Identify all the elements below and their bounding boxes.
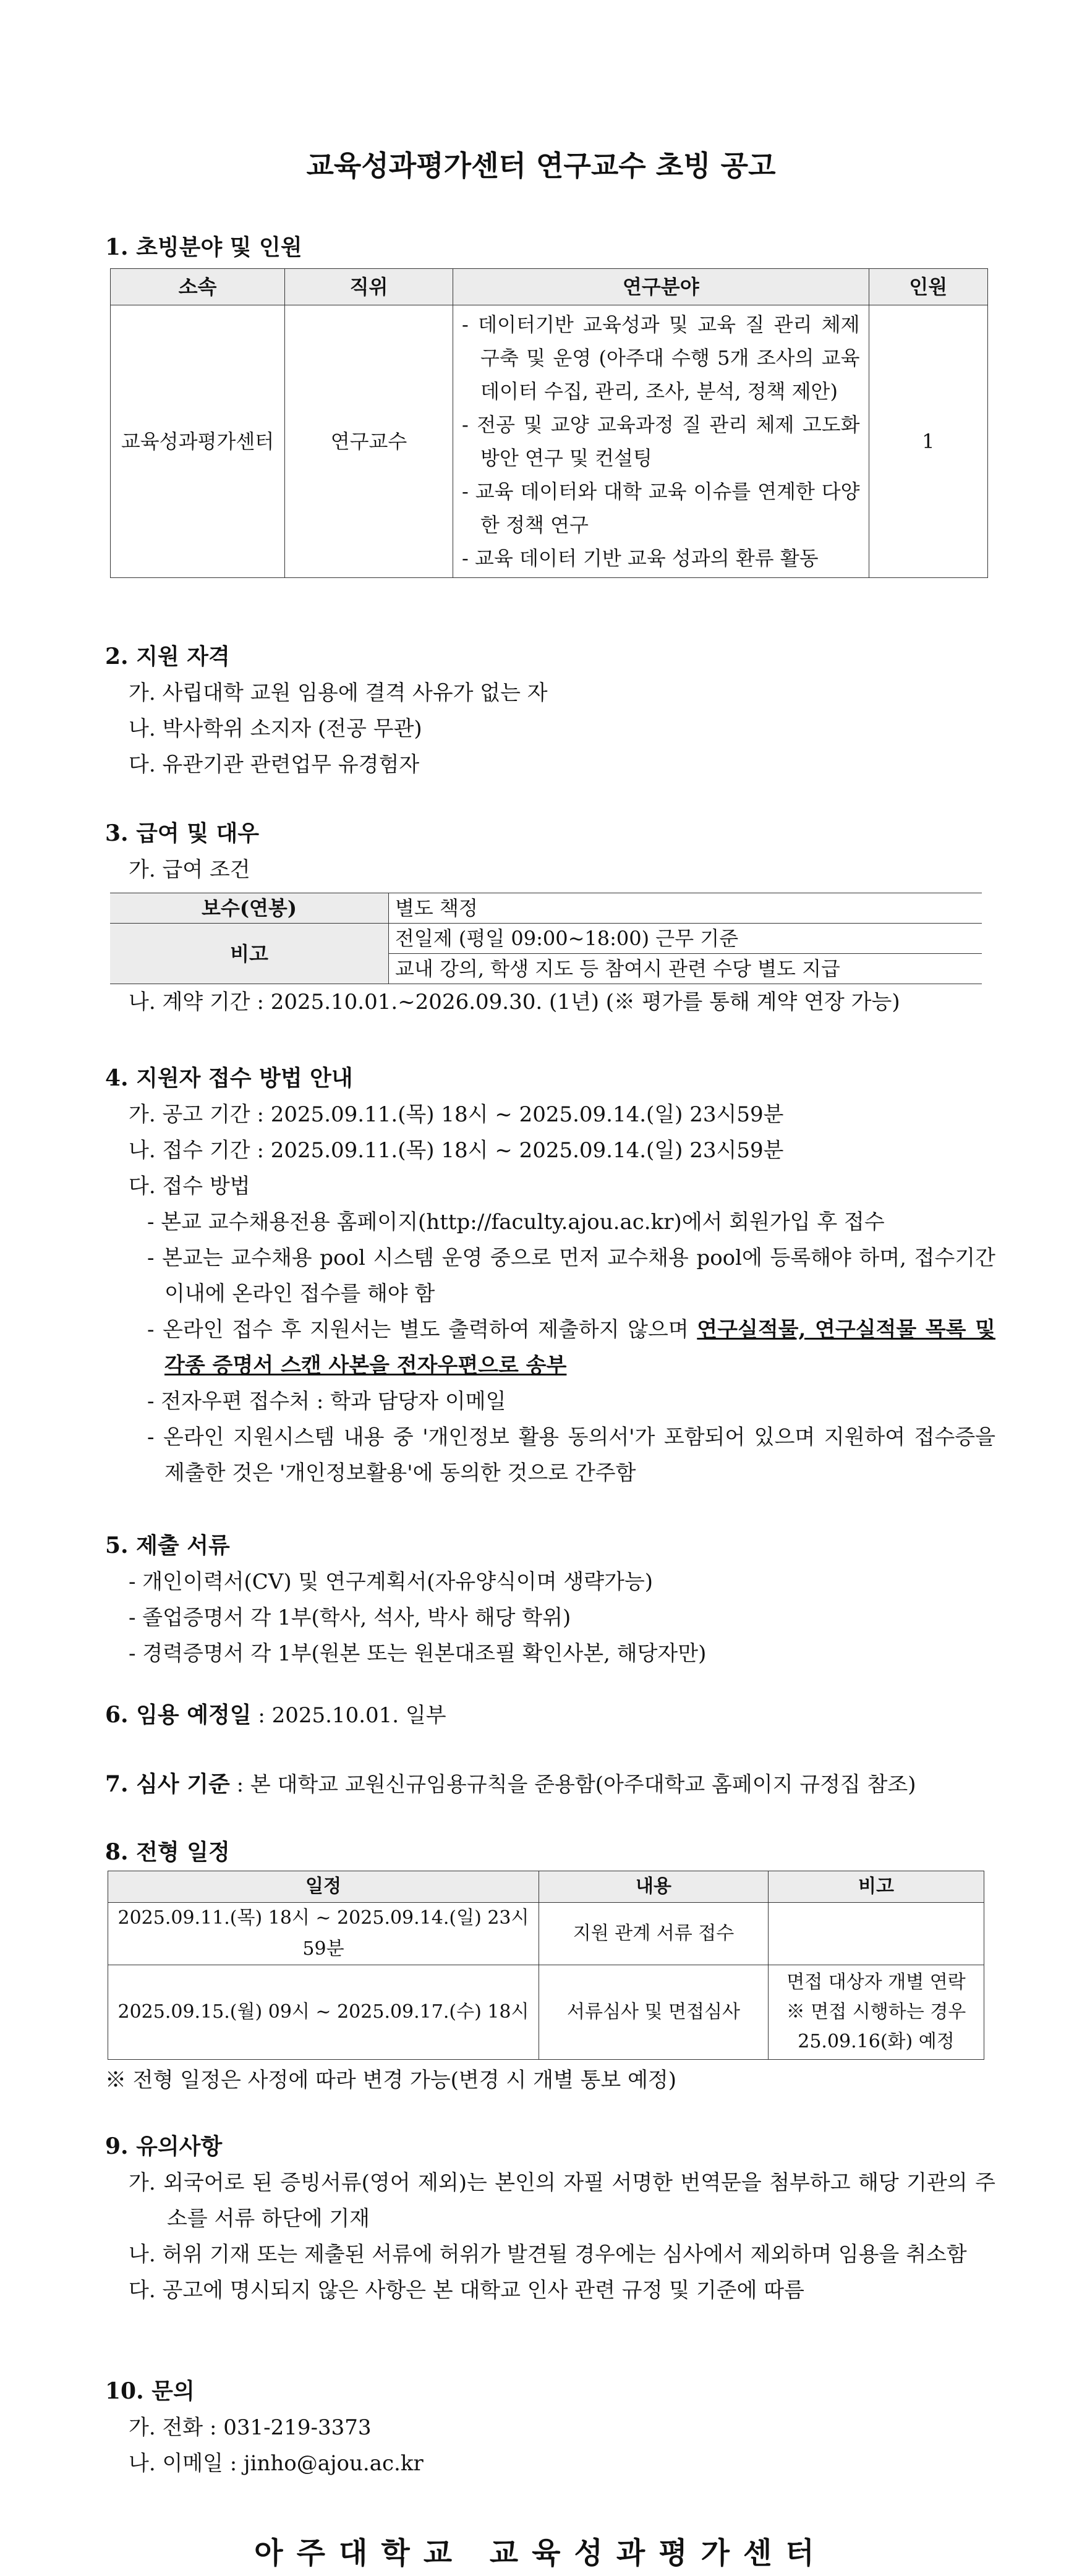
section-qualifications xyxy=(105,638,995,783)
section-heading: 7. 심사 기준 xyxy=(105,1771,230,1797)
schedule-footnote: ※ 전형 일정은 사정에 따라 변경 가능(변경 시 개별 통보 예정) xyxy=(105,2068,677,2093)
section-recruitment xyxy=(105,229,995,578)
table-row xyxy=(108,1903,984,1965)
field-item: - 교육 데이터 기반 교육 성과의 환류 활동 xyxy=(462,546,819,570)
list-item: 가. 공고 기간 : 2025.09.11.(목) 18시 ~ 2025.09.14.(일) 23시59분 xyxy=(129,1102,784,1127)
field-item: - 데이터기반 교육성과 및 교육 질 관리 체제 구축 및 운영 (아주대 수행 5개 조사의 교육 데이터 수집, 관리, 조사, 분석, 정책 제안) xyxy=(462,313,860,403)
page-title: 교육성과평가센터 연구교수 초빙 공고 xyxy=(306,149,776,182)
method-item xyxy=(105,1312,995,1384)
criteria-text: : 본 대학교 교원신규임용규칙을 준용함(아주대학교 홈페이지 규정집 참조) xyxy=(229,1772,916,1797)
field-item: - 교육 데이터와 대학 교육 이슈를 연계한 다양한 정책 연구 xyxy=(462,480,860,537)
pay-value: 별도 책정 xyxy=(389,893,982,924)
section-heading: 10. 문의 xyxy=(105,2378,195,2404)
table-row xyxy=(108,1965,984,2060)
section-heading: 1. 초빙분야 및 인원 xyxy=(105,234,302,260)
footer-signature: 아주대학교 교육성과평가센터 xyxy=(254,2536,828,2570)
salary-table xyxy=(110,893,982,984)
section-heading: 4. 지원자 접수 방법 안내 xyxy=(105,1065,353,1091)
section-documents xyxy=(105,1527,995,1672)
list-item: 다. 유관기관 관련업무 유경험자 xyxy=(129,752,420,777)
start-date-text: : 2025.10.01. 일부 xyxy=(251,1703,446,1728)
section-heading: 8. 전형 일정 xyxy=(105,1839,230,1865)
table-header: 비고 xyxy=(769,1871,984,1903)
schedule-date: 2025.09.11.(목) 18시 ~ 2025.09.14.(일) 23시59분 xyxy=(108,1903,539,1965)
list-item: 나. 접수 기간 : 2025.09.11.(목) 18시 ~ 2025.09.14.(일) 23시59분 xyxy=(129,1138,784,1163)
contact-email: 나. 이메일 : jinho@ajou.ac.kr xyxy=(129,2451,424,2476)
section-contact xyxy=(105,2373,995,2481)
note-line: 전일제 (평일 09:00~18:00) 근무 기준 xyxy=(389,924,982,954)
count-cell: 1 xyxy=(869,305,987,578)
field-item: - 전공 및 교양 교육과정 질 관리 체제 고도화 방안 연구 및 컨설팅 xyxy=(462,413,860,470)
schedule-date: 2025.09.15.(월) 09시 ~ 2025.09.17.(수) 18시 xyxy=(108,1965,539,2060)
method-item: - 전자우편 접수처 : 학과 담당자 이메일 xyxy=(147,1389,506,1414)
list-item: - 졸업증명서 각 1부(학사, 석사, 박사 해당 학위) xyxy=(129,1605,571,1630)
list-item: 가. 사립대학 교원 임용에 결격 사유가 없는 자 xyxy=(129,681,548,705)
position-cell: 연구교수 xyxy=(285,305,453,578)
schedule-note xyxy=(769,1965,984,2060)
contact-phone: 가. 전화 : 031-219-3373 xyxy=(129,2415,372,2440)
pay-label: 보수(연봉) xyxy=(110,893,389,924)
note-label: 비고 xyxy=(110,924,389,984)
section-schedule xyxy=(105,1834,995,2098)
section-heading: 2. 지원 자격 xyxy=(105,644,230,670)
list-item: 나. 박사학위 소지자 (전공 무관) xyxy=(129,716,422,741)
list-item: 다. 접수 방법 xyxy=(129,1174,250,1199)
schedule-note xyxy=(769,1903,984,1965)
list-item: 가. 급여 조건 xyxy=(129,857,250,882)
table-header: 연구분야 xyxy=(453,269,869,305)
fields-cell xyxy=(453,305,869,578)
section-salary xyxy=(105,815,995,1020)
method-item: - 온라인 지원시스템 내용 중 '개인정보 활용 동의서'가 포함되어 있으며 지원하여 접수증을 제출한 것은 '개인정보활용'에 동의한 것으로 간주함 xyxy=(147,1425,995,1486)
note-line: ※ 면접 시행하는 경우 xyxy=(786,2001,966,2023)
table-header: 직위 xyxy=(285,269,453,305)
note-cell xyxy=(389,924,982,984)
section-criteria xyxy=(105,1766,995,1803)
dept-cell: 교육성과평가센터 xyxy=(111,305,285,578)
table-header: 인원 xyxy=(869,269,987,305)
section-heading: 3. 급여 및 대우 xyxy=(105,820,260,846)
note-line: 면접 대상자 개별 연락 xyxy=(786,1971,966,1993)
list-item: - 경력증명서 각 1부(원본 또는 원본대조필 확인사본, 해당자만) xyxy=(129,1641,707,1666)
list-item: - 개인이력서(CV) 및 연구계획서(자유양식이며 생략가능) xyxy=(129,1570,654,1594)
note-line: 교내 강의, 학생 지도 등 참여시 관련 수당 별도 지급 xyxy=(395,957,840,980)
schedule-table xyxy=(108,1871,984,2060)
table-header: 소속 xyxy=(111,269,285,305)
list-item: 나. 허위 기재 또는 제출된 서류에 허위가 발견될 경우에는 심사에서 제외하며 임용을 취소함 xyxy=(129,2242,967,2267)
method-item: - 본교는 교수채용 pool 시스템 운영 중으로 먼저 교수채용 pool에 등록해야 하며, 접수기간 이내에 온라인 접수를 해야 함 xyxy=(147,1246,995,1306)
section-notes xyxy=(105,2128,995,2308)
list-item: 나. 계약 기간 : 2025.10.01.~2026.09.30. (1년) (※ 평가를 통해 계약 연장 가능) xyxy=(129,990,900,1014)
method-emphasis: 연구실적물, 연구실적물 목록 및 각종 증명서 스캔 사본을 전자우편으로 송부 xyxy=(164,1317,995,1378)
schedule-content: 지원 관계 서류 접수 xyxy=(539,1903,769,1965)
method-text: - 온라인 접수 후 지원서는 별도 출력하여 제출하지 않으며 xyxy=(147,1317,697,1342)
note-line: 25.09.16(화) 예정 xyxy=(798,2031,955,2052)
list-item: 가. 외국어로 된 증빙서류(영어 제외)는 본인의 자필 서명한 번역문을 첨부하고 해당 기관의 주소를 서류 하단에 기재 xyxy=(129,2170,995,2231)
table-header: 내용 xyxy=(539,1871,769,1903)
schedule-content: 서류심사 및 면접심사 xyxy=(539,1965,769,2060)
section-application xyxy=(105,1060,995,1491)
method-item: - 본교 교수채용전용 홈페이지(http://faculty.ajou.ac.kr)에서 회원가입 후 접수 xyxy=(147,1210,885,1235)
section-start-date xyxy=(105,1696,995,1733)
list-item: 다. 공고에 명시되지 않은 사항은 본 대학교 인사 관련 규정 및 기준에 따름 xyxy=(129,2278,804,2303)
section-heading: 9. 유의사항 xyxy=(105,2133,223,2159)
recruitment-table xyxy=(110,268,988,578)
table-header: 일정 xyxy=(108,1871,539,1903)
section-heading: 5. 제출 서류 xyxy=(105,1532,230,1558)
section-heading: 6. 임용 예정일 xyxy=(105,1702,252,1728)
